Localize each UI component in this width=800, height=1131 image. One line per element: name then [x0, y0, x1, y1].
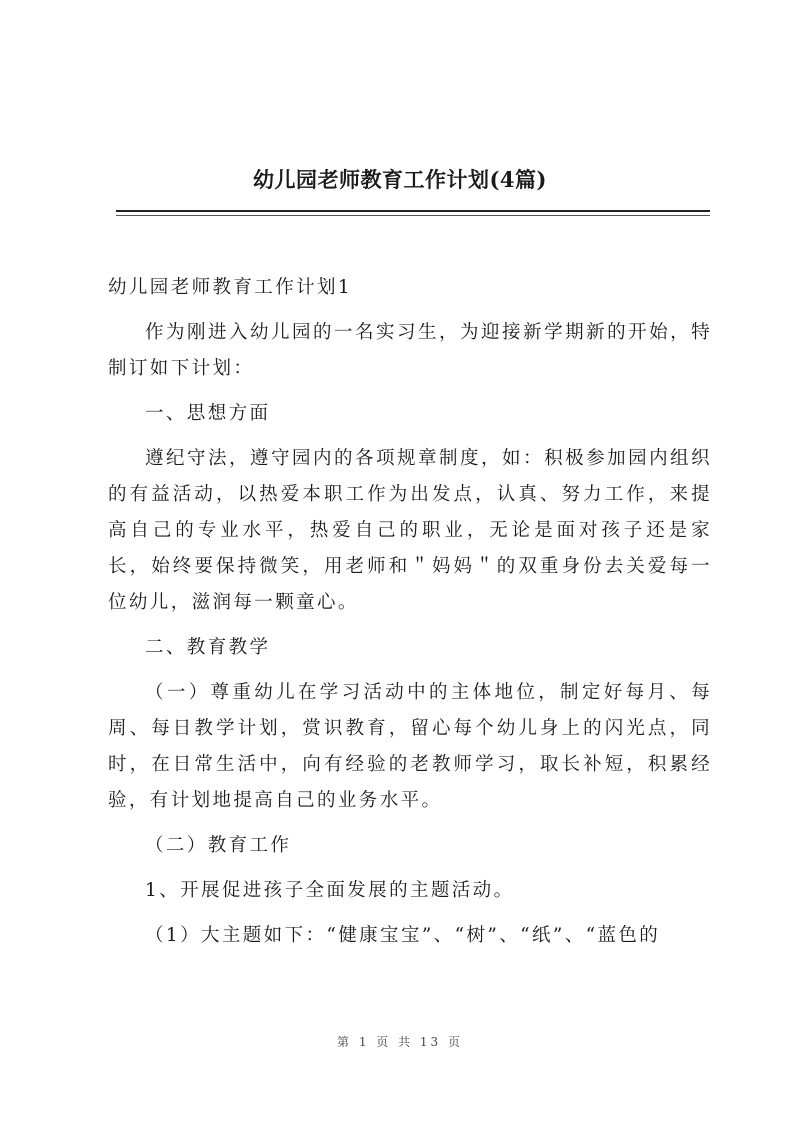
paragraph: （1）大主题如下：“健康宝宝”、“树”、“纸”、“蓝色的: [145, 925, 661, 946]
paragraph: 幼儿园老师教育工作计划1: [108, 277, 353, 298]
page-number-footer: 第 1 页 共 13 页: [337, 1035, 463, 1049]
paragraph: 1、开展促进孩子全面发展的主题活动。: [145, 880, 515, 901]
document-title: 幼儿园老师教育工作计划(4篇): [253, 167, 547, 192]
title-underline-thin: [116, 215, 710, 216]
paragraph: 作为刚进入幼儿园的一名实习生，为迎接新学期新的开始，特制订如下计划：: [108, 322, 712, 379]
section-heading: 一、思想方面: [145, 403, 271, 424]
title-underline: [116, 210, 710, 212]
paragraph: 遵纪守法，遵守园内的各项规章制度，如：积极参加园内组织的有益活动，以热爱本职工作为出发点，认真、努力工作，来提高自己的专业水平，热爱自己的职业，无论是面对孩子还是家长，始终要保持微笑，用老师和＂妈妈＂的双重身份去关爱每一位幼儿，滋润每一颗童心。: [108, 448, 712, 613]
subsection-heading: （二）教育工作: [145, 835, 292, 856]
paragraph: （一）尊重幼儿在学习活动中的主体地位，制定好每月、每周、每日教学计划，赏识教育，留心每个幼儿身上的闪光点，同时，在日常生活中，向有经验的老教师学习，取长补短，积累经验，有计划地提高自己的业务水平。: [108, 682, 712, 811]
section-heading: 二、教育教学: [145, 637, 271, 658]
document-body: [108, 270, 712, 963]
